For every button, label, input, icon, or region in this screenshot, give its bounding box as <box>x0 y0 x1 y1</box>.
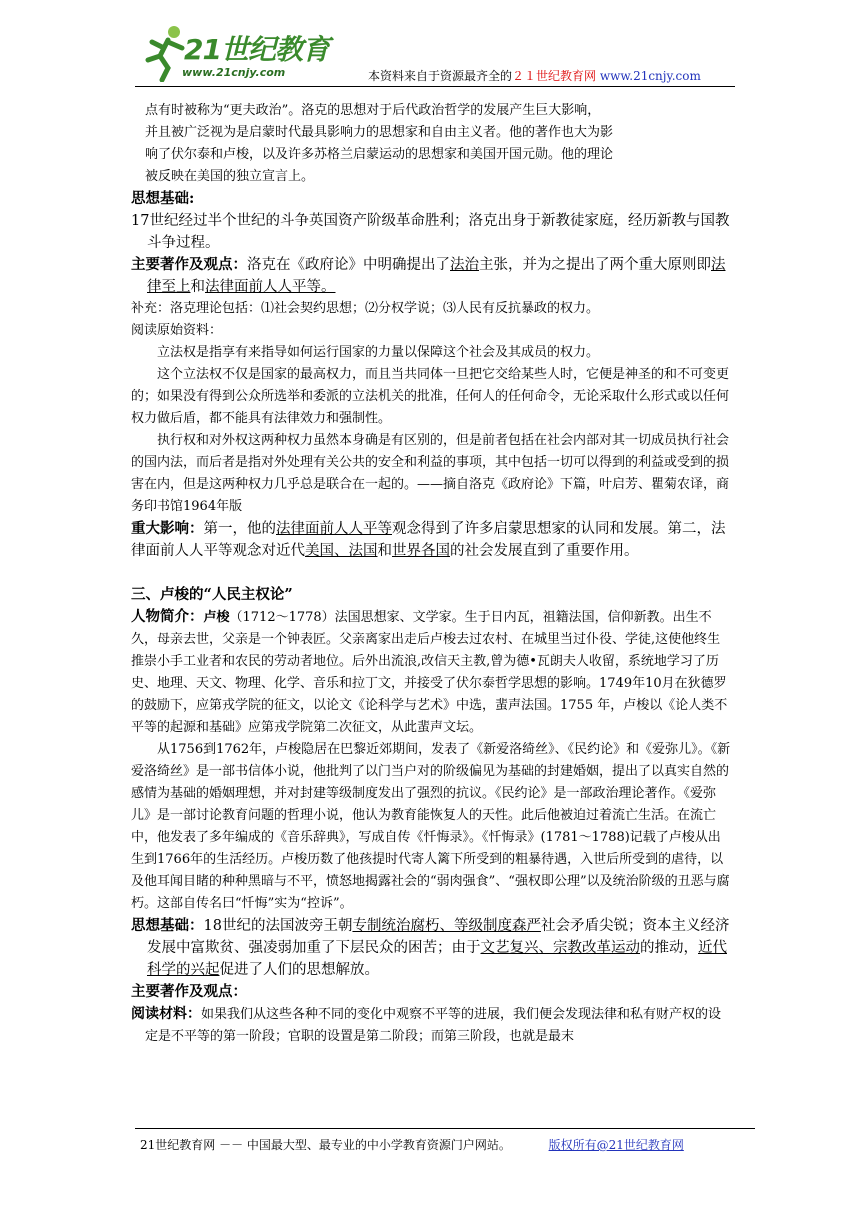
header-divider <box>135 86 735 87</box>
text-line: 和 <box>377 543 392 559</box>
text-line: 被反映在美国的独立宣言上。 <box>145 169 315 184</box>
section-heading-3: 三、卢梭的“人民主权论” <box>131 586 293 603</box>
heading-zhuyao-2: 主要著作及观点： <box>131 983 247 1000</box>
label-zhongda: 重大影响： <box>131 520 204 537</box>
text-line: 的社会发展直到了重要作用。 <box>450 543 639 559</box>
text-line: 如果我们从这些各种不同的变化中观察不平等的进展，我们便会发现法律和私有财产权的设定是不平等的第一阶段；官职的设置是第二阶段；而第三阶段，也就是最末 <box>145 1007 722 1044</box>
para-buchong: 补充：洛克理论包括：⑴社会契约思想；⑵分权学说；⑶人民有反抗暴政的权力。 <box>131 301 600 316</box>
underlined-term: 专制统治腐朽、等级制度森严 <box>352 918 541 934</box>
header-note-highlight[interactable]: ２１世纪教育网 <box>512 69 597 83</box>
footer-divider <box>135 1128 755 1129</box>
text-line: 响了伏尔泰和卢梭，以及许多苏格兰启蒙运动的思想家和美国开国元勋。他的理论 <box>145 147 614 162</box>
page-header <box>0 0 860 92</box>
spacer <box>131 562 731 584</box>
logo-url: www.21cnjy.com <box>182 66 286 79</box>
underlined-term: 法律至上 <box>147 257 726 295</box>
para-renwu <box>131 606 731 739</box>
para-sixiang-2 <box>131 915 731 981</box>
page-footer <box>140 1136 684 1153</box>
para-yuedu-2 <box>131 1003 731 1048</box>
text-line: 18世纪的法国波旁王朝 <box>203 918 353 934</box>
para-zhongda <box>131 518 731 562</box>
para-sixiang-1 <box>131 210 731 254</box>
logo-text: 21世纪教育 <box>184 33 329 66</box>
footer-left: 21世纪教育网 －－ 中国最大型、最专业的中小学教育资源门户网站。 <box>140 1138 511 1152</box>
heading-sixiang-1: 思想基础: <box>131 190 195 207</box>
label-zhuyao-1: 主要著作及观点： <box>131 256 247 273</box>
para-intro <box>131 100 731 188</box>
text-line: 观念得到了许多启蒙思想家的认同和发展。第二，法律面前人人平等观念对近代 <box>131 521 726 559</box>
document-body <box>131 100 731 1048</box>
text-line: 点有时被称为“更夫政治”。洛克的思想对于后代政治哲学的发展产生巨大影响， <box>145 103 601 118</box>
underlined-term: 法治 <box>450 257 479 273</box>
para-renwu-2: 从1756到1762年，卢梭隐居在巴黎近郊期间，发表了《新爱洛绮丝》、《民约论》和《爱弥儿》。《新爱洛绮丝》是一部书信体小说，他批判了以门当户对的阶级偏见为基础的封建婚姻，提出了以真实自然的感情为基础的婚姻理想，并对封建等级制度发出了强烈的抗议。《民约论》是一部政治理论著作。《爱弥儿》是一部讨论教育问题的哲理小说，他认为教育能恢复人的天性。此后他被迫过着流亡生活。在流亡中，他发表了多年编成的《音乐辞典》，写成自传《忏悔录》。《忏悔录》(1781～1788)记载了卢梭从出生到1766年的生活经历。卢梭历数了他孩提时代寄人篱下所受到的粗暴待遇，入世后所受到的虐待，以及他耳闻目睹的种种黑暗与不平，愤怒地揭露社会的“弱肉强食”、“强权即公理”以及统治阶级的丑恶与腐朽。这部自传名曰“忏悔”实为“控诉”。 <box>131 742 731 911</box>
para-yuedu-1: 阅读原始资料： <box>131 323 223 338</box>
quote-para-3: 执行权和对外权这两种权力虽然本身确是有区别的，但是前者包括在社会内部对其一切成员执行社会的国内法，而后者是指对外处理有关公共的安全和利益的事项，其中包括一切可以得到的利益或受到的损害在内，但是这两种权力几乎总是联合在一起的。——摘自洛克《政府论》下篇，叶启芳、瞿菊农译，商务印书馆1964年版 <box>131 433 730 514</box>
label-yuedu-2: 阅读材料： <box>131 1006 201 1022</box>
text-line: 的推动， <box>640 940 698 956</box>
text-line: 并且被广泛视为是启蒙时代最具影响力的思想家和自由主义者。他的著作也大为影 <box>145 125 614 140</box>
underlined-term: 法律面前人人平等。 <box>205 279 336 295</box>
underlined-term: 法律面前人人平等 <box>276 521 392 537</box>
text-line: 洛克在《政府论》中明确提出了 <box>247 257 450 273</box>
quote-para-2: 这个立法权不仅是国家的最高权力，而且当共同体一旦把它交给某些人时，它便是神圣的和不可变更的；如果没有得到公众所选举和委派的立法机关的批准，任何人的任何命令，无论采取什么形式或以任何权力做后盾，都不能具有法律效力和强制性。 <box>131 367 730 426</box>
person-name: 卢梭 <box>203 610 230 625</box>
text-line: （1712～1778）法国思想家、文学家。生于日内瓦，祖籍法国，信仰新教。出生不久，母亲去世，父亲是一个钟表匠。父亲离家出走后卢梭去过农村、在城里当过仆役、学徒,这使他终生推崇小手工业者和农民的劳动者地位。后外出流浪,改信天主教,曾为德•瓦朗夫人收留，系统地学习了历史、地理、天文、物理、化学、音乐和拉丁文，并接受了伏尔泰哲学思想的影响。1749年10月在狄德罗的鼓励下，应第戎学院的征文，以论文《论科学与艺术》中选，蜚声法国。1755 年，卢梭以《论人类不平等的起源和基础》应第戎学院第二次征文，从此蜚声文坛。 <box>131 610 728 735</box>
header-note-url[interactable]: www.21cnjy.com <box>599 69 701 83</box>
text-line: 促进了人们的思想解放。 <box>219 962 379 978</box>
text-line: 社会矛盾尖锐；资本主义经济发展中富欺贫、强凌弱加重了下层民众的困苦；由于 <box>147 918 730 956</box>
text-line: 主张，并为之提出了两个重大原则即 <box>479 257 711 273</box>
text-line: 和 <box>190 279 205 295</box>
header-note <box>368 67 701 84</box>
quote-para-1: 立法权是指享有来指导如何运行国家的力量以保障这个社会及其成员的权力。 <box>157 345 600 360</box>
underlined-term: 近代科学的兴起 <box>147 940 727 978</box>
para-zhuyao-1 <box>131 254 731 298</box>
header-note-prefix: 本资料来自于资源最齐全的 <box>368 69 513 83</box>
label-sixiang-2: 思想基础： <box>131 917 204 934</box>
site-logo[interactable] <box>138 22 338 84</box>
underlined-term: 世界各国 <box>392 543 450 559</box>
label-renwu: 人物简介： <box>131 608 204 625</box>
text-line: 第一，他的 <box>203 521 276 537</box>
text-line: 17世纪经过半个世纪的斗争英国资产阶级革命胜利；洛克出身于新教徒家庭，经历新教与国教斗争过程。 <box>131 213 730 251</box>
underlined-term: 美国、法国 <box>305 543 378 559</box>
footer-copyright-link[interactable]: 版权所有@21世纪教育网 <box>548 1138 684 1152</box>
underlined-term: 文艺复兴、宗教改革运动 <box>480 940 640 956</box>
